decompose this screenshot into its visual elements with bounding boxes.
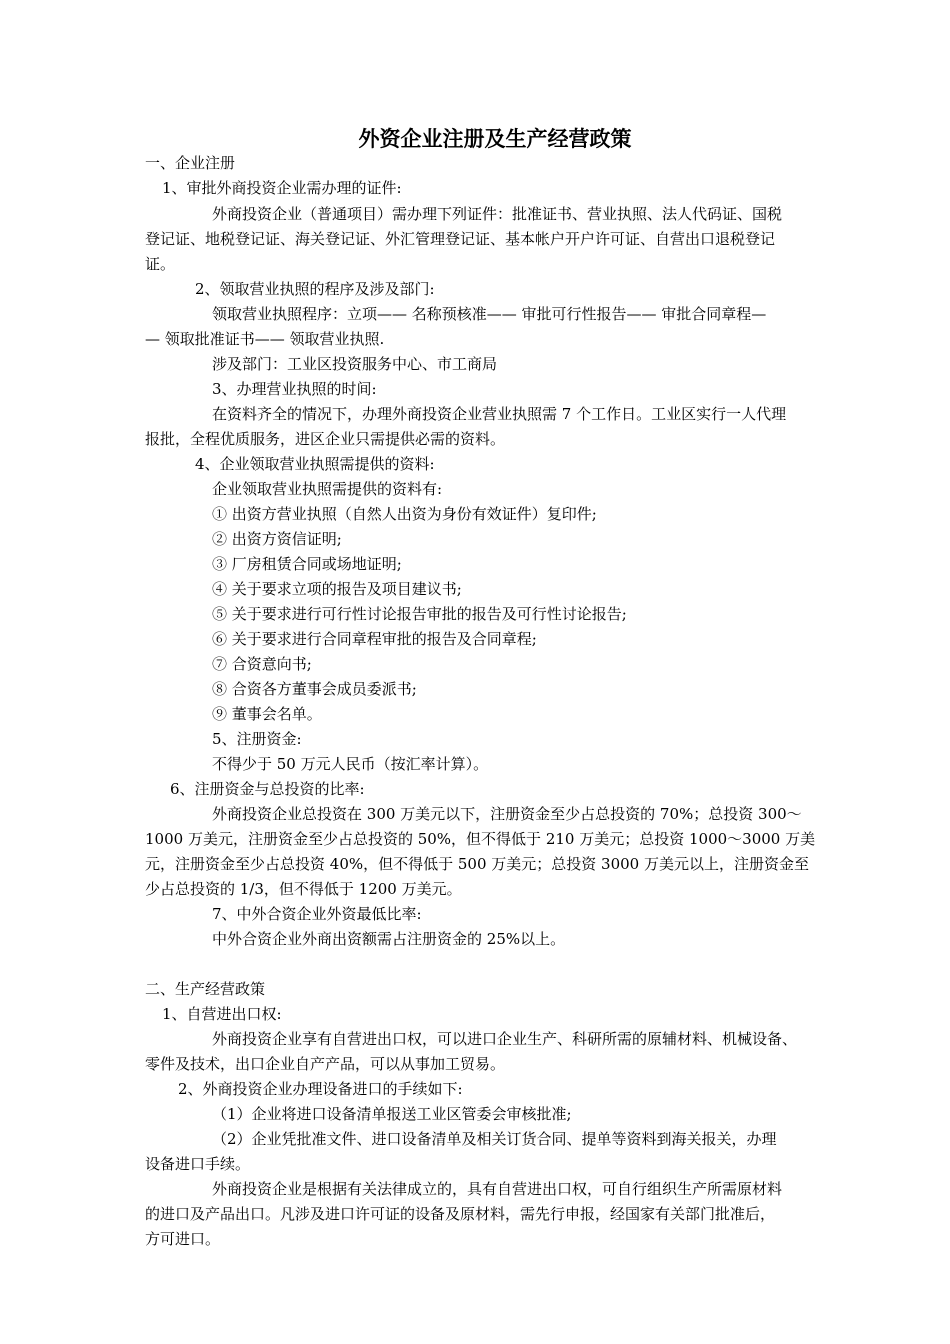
list-item: ⑧ 合资各方董事会成员委派书; [212, 680, 417, 698]
list-item: ⑥ 关于要求进行合同章程审批的报告及合同章程; [212, 630, 537, 648]
list-item: （2）企业凭批准文件、进口设备清单及相关订货合同、提单等资料到海关报关，办理 [212, 1130, 777, 1148]
subsection-6-heading: 6、注册资金与总投资的比率: [170, 780, 365, 798]
subsection-heading: 2、外商投资企业办理设备进口的手续如下: [178, 1080, 463, 1098]
paragraph-line: 不得少于 50 万元人民币（按汇率计算）。 [212, 755, 489, 773]
paragraph-line: 企业领取营业执照需提供的资料有: [212, 480, 443, 498]
section-heading-registration: 一、企业注册 [145, 154, 236, 172]
paragraph-line: 登记证、地税登记证、海关登记证、外汇管理登记证、基本帐户开户许可证、自营出口退税登记 [145, 230, 776, 248]
list-item: ⑦ 合资意向书; [212, 655, 312, 673]
paragraph-line: 证。 [145, 255, 176, 273]
document-title: 外资企业注册及生产经营政策 [358, 126, 632, 151]
paragraph-line: 领取营业执照程序：立项—— 名称预核准—— 审批可行性报告—— 审批合同章程— [212, 305, 767, 323]
subsection-4-heading: 4、企业领取营业执照需提供的资料: [195, 455, 435, 473]
paragraph-line: — 领取批准证书—— 领取营业执照. [145, 330, 385, 348]
paragraph-line: 外商投资企业总投资在 300 万美元以下，注册资金至少占总投资的 70%；总投资 300～ [212, 805, 802, 823]
list-item: ③ 厂房租赁合同或场地证明; [212, 555, 402, 573]
paragraph-line: 零件及技术，出口企业自产产品，可以从事加工贸易。 [145, 1055, 506, 1073]
list-item: ⑤ 关于要求进行可行性讨论报告审批的报告及可行性讨论报告; [212, 605, 627, 623]
paragraph-line: 外商投资企业是根据有关法律成立的，具有自营进出口权，可自行组织生产所需原材料 [212, 1180, 783, 1198]
paragraph-line: 设备进口手续。 [145, 1155, 251, 1173]
list-item: ④ 关于要求立项的报告及项目建议书; [212, 580, 462, 598]
paragraph-line: 1000 万美元，注册资金至少占总投资的 50%，但不得低于 210 万美元；总投资 1000～3000 万美 [145, 830, 816, 848]
section-heading-operations: 二、生产经营政策 [145, 980, 266, 998]
subsection-1-heading: 1、审批外商投资企业需办理的证件: [162, 179, 402, 197]
list-item: ② 出资方资信证明; [212, 530, 342, 548]
paragraph-line: 的进口及产品出口。凡涉及进口许可证的设备及原材料，需先行申报，经国家有关部门批准后， [145, 1205, 776, 1223]
paragraph-line: 中外合资企业外商出资额需占注册资金的 25%以上。 [212, 930, 566, 948]
paragraph-line: 少占总投资的 1/3，但不得低于 1200 万美元。 [145, 880, 462, 898]
paragraph-line: 外商投资企业享有自营进出口权，可以进口企业生产、科研所需的原辅材料、机械设备、 [212, 1030, 798, 1048]
list-item: （1）企业将进口设备清单报送工业区管委会审核批准; [212, 1105, 572, 1123]
subsection-2-heading: 2、领取营业执照的程序及涉及部门: [195, 280, 435, 298]
paragraph-line: 报批，全程优质服务，进区企业只需提供必需的资料。 [145, 430, 506, 448]
subsection-heading: 1、自营进出口权: [162, 1005, 282, 1023]
list-item: ① 出资方营业执照（自然人出资为身份有效证件）复印件; [212, 505, 597, 523]
paragraph-line: 涉及部门：工业区投资服务中心、市工商局 [212, 355, 498, 373]
list-item: ⑨ 董事会名单。 [212, 705, 322, 723]
subsection-5-heading: 5、注册资金: [212, 730, 302, 748]
paragraph-line: 元，注册资金至少占总投资 40%，但不得低于 500 万美元；总投资 3000 万美元以上，注册资金至 [145, 855, 809, 873]
paragraph-line: 在资料齐全的情况下，办理外商投资企业营业执照需 7 个工作日。工业区实行一人代理 [212, 405, 787, 423]
paragraph-line: 方可进口。 [145, 1230, 221, 1248]
paragraph-line: 外商投资企业（普通项目）需办理下列证件：批准证书、营业执照、法人代码证、国税 [212, 205, 783, 223]
subsection-7-heading: 7、中外合资企业外资最低比率: [212, 905, 422, 923]
subsection-3-heading: 3、办理营业执照的时间: [212, 380, 377, 398]
